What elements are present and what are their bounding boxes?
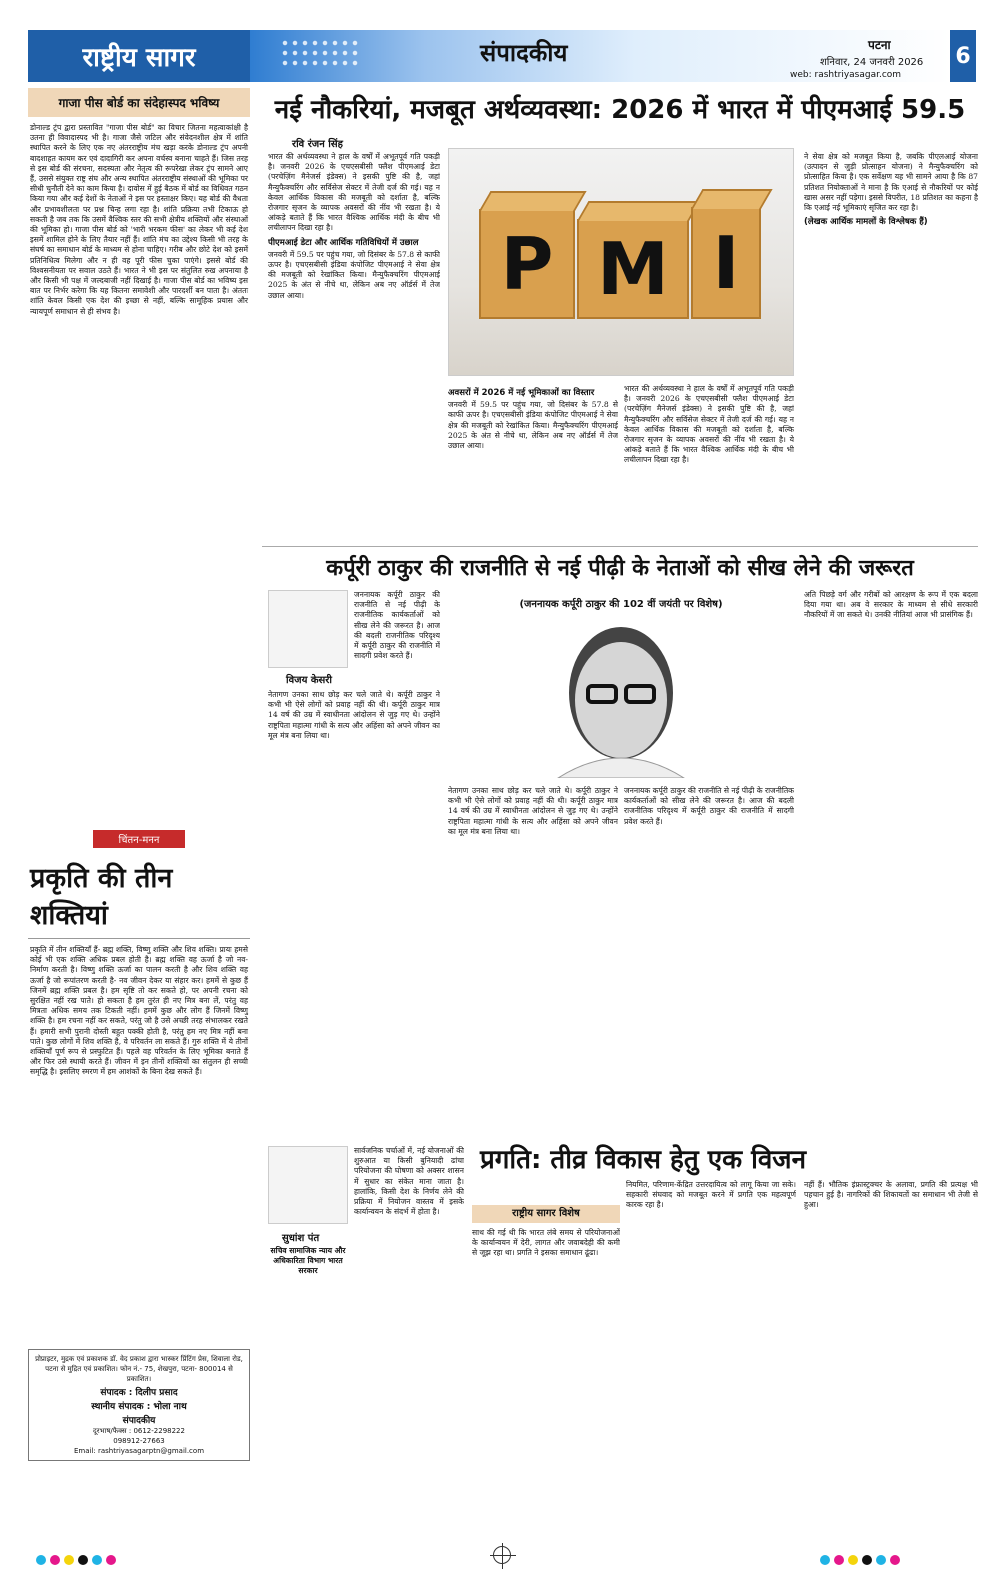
article2-col1b: [268, 690, 440, 1130]
chintan-body: प्रकृति में तीन शक्तियाँ हैं- ब्रह्म शक्ति, विष्णु शक्ति और शिव शक्ति। प्रायः हमसे कोई भी एक शक्ति अधिक प्रबल होती है। ब्रह्म शक्ति वह ऊर्जा है जो नव-निर्माण करती है। विष्णु शक्ति ऊर्जा का पालन करती है और शिव शक्ति वह ऊर्जा है जो रूपांतरण करती है- नव जीवन देकर या संहार कर। हममें से कुछ हैं जिनमें ब्रह्म शक्ति प्रबल है। हम सृष्टि तो कर सकते हो, पर अपनी रचना को सुरक्षित नहीं रख पाते। हो सकता है हम तुरंत ही नए मित्र बना लें, परंतु वह मित्रता अधिक समय तक टिकती नहीं। हममें कुछ और लोग हैं जिनमें विष्णु शक्ति है। हम रचना नहीं कर सकते, परंतु जो है उसे अच्छी तरह संभालकर रखते हैं। हमारी सभी पुरानी दोस्ती बहुत पक्की होती है, परंतु हम नए मित्र नहीं बना पाते। कुछ लोगों में शिव शक्ति है, वे परिवर्तन ला सकते हैं। गुरु शक्ति में ये तीनों शक्तियाँ पूर्ण रूप से प्रस्फुटित हैं। पहले वह परिवर्तन के लिए भूमिका बनाते हैं और फिर उसे स्थायी करते हैं। जीवन में इन तीनों शक्तियों का संतुलन ही सच्ची समृद्धि है। इसलिए स्मरण में हम आशंकों के बिना देख सकते हैं।: [30, 945, 248, 1077]
article3-author: सुधांश पंत: [282, 1233, 320, 1244]
footer-dot-yellow: [848, 1555, 858, 1565]
footer-dot-cyan: [36, 1555, 46, 1565]
pmi-cube-i: [691, 207, 761, 319]
registration-crosshair-icon: [493, 1546, 511, 1564]
left-headline: गाजा पीस बोर्ड का संदेहास्पद भविष्य: [28, 88, 250, 117]
section-title: संपादकीय: [480, 39, 568, 67]
article1-col1: [268, 152, 440, 542]
footer-dot-cyan: [876, 1555, 886, 1565]
date: शनिवार, 24 जनवरी 2026: [820, 57, 924, 68]
article2-col4: [804, 590, 978, 1130]
article3-col2-text: साथ की गई थी कि भारत लंबे समय से परियोजनाओं के कार्यान्वयन में देरी, लागत और जवाबदेही की कमी से जूझ रहा था। प्रगति ने इसका समाधान ढूंढा।: [472, 1228, 620, 1258]
pmi-letter-i: I: [712, 221, 740, 305]
article1-col2b-text: जनवरी में 59.5 पर पहुंच गया, जो दिसंबर के 57.8 से काफी ऊपर है। एचएसबीसी इंडिया कंपोजिट पीएमआई ने सेवा क्षेत्र की मजबूती को रेखांकित किया। मैन्युफैक्चरिंग पीएमआई 2025 के अंत से नीचे था, लेकिन अब नए ऑर्डर्स में तेज उछाल आया।: [448, 400, 618, 451]
article1-col-mid2: [624, 384, 794, 542]
masthead: [0, 0, 1004, 88]
footer-dot-cyan: [92, 1555, 102, 1565]
article2-col3: [624, 786, 794, 1130]
article2-headline: कर्पूरी ठाकुर की राजनीति से नई पीढ़ी के नेताओं को सीख लेने की जरूरत: [326, 556, 914, 581]
chintan-title: प्रकृति की तीन शक्तियां: [28, 848, 250, 939]
footer-dot-yellow: [64, 1555, 74, 1565]
editor: संपादक : दिलीप प्रसाद: [100, 1388, 178, 1398]
article2-col1b-text: नेतागण उनका साथ छोड़ कर चले जाते थे। कर्पूरी ठाकुर ने कभी भी ऐसे लोगों को प्रवाह नहीं की थी। कर्पूरी ठाकुर मात्र 14 वर्ष की उम्र में स्वाधीनता आंदोलन से जुड़ गए थे। उन्होंने राष्ट्रपिता महात्मा गांधी के सत्य और अहिंसा को अपने जीवन का मूल मंत्र बना लिया था।: [268, 690, 440, 740]
city: पटना: [868, 38, 891, 52]
article3-author-role: सचिव सामाजिक न्याय और अधिकारिता विभाग भारत सरकार: [270, 1246, 346, 1276]
article3-col3: [626, 1180, 796, 1528]
left-column: [28, 88, 250, 1508]
footer-dot-magenta: [106, 1555, 116, 1565]
footer-dot-cyan: [820, 1555, 830, 1565]
article1-author: रवि रंजन सिंह: [292, 139, 343, 150]
footer-dot-magenta: [890, 1555, 900, 1565]
article2-col4-text: अति पिछड़े वर्ग और गरीबों को आरक्षण के रूप में एक बदला दिया गया था। अब वे सरकार के माध्यम से सीधे सरकारी नौकरियों में जा सकते थे। उनकी नीतियां आज भी प्रासंगिक हैं।: [804, 590, 978, 620]
article1-headline: नई नौकरियां, मजबूत अर्थव्यवस्था: 2026 में भारत में पीएमआई 59.5: [274, 95, 966, 125]
office-label: संपादकीय: [122, 1416, 156, 1426]
footer-dots-left: [36, 1550, 120, 1562]
page-number: 6: [950, 30, 976, 82]
pmi-letter-p: P: [500, 222, 554, 306]
article2-author: विजय केसरी: [286, 675, 332, 686]
email[interactable]: Email: rashtriyasagarptn@gmail.com: [73, 1447, 205, 1455]
article2-col3-text: जननायक कर्पूरी ठाकुर की राजनीति से नई पीढ़ी के राजनीतिक कार्यकर्ताओं को सीख लेने की जरूरत है। आज की बदली राजनीतिक परिदृश्य में कर्पूरी ठाकुर की राजनीति में सादगी प्रवेश करते हैं।: [624, 786, 794, 826]
article3-col1: [354, 1146, 464, 1526]
article1-col2-text: जनवरी में 59.5 पर पहुंच गया, जो दिसंबर के 57.8 से काफी ऊपर है। एचएसबीसी इंडिया कंपोजिट पीएमआई ने सेवा क्षेत्र की मजबूती को रेखांकित किया। मैन्युफैक्चरिंग पीएमआई 2025 के अंत से नीचे था, लेकिन अब नए ऑर्डर्स में तेज उछाल आया।: [268, 249, 440, 300]
pmi-photo: [448, 148, 794, 376]
imprint-box: [28, 1349, 250, 1461]
karpoori-photo: [448, 618, 794, 778]
article3-col3-text: नियमित, परिणाम-केंद्रित उत्तरदायित्व को लागू किया जा सके। सहकारी संघवाद को मजबूत करने में प्रगति एक महत्वपूर्ण कारक रहा है।: [626, 1180, 796, 1210]
pmi-cube-p: [479, 209, 575, 319]
article1-col-mid: [448, 384, 618, 542]
header-dots-decoration: [280, 38, 360, 70]
article1-col3-text: ने सेवा क्षेत्र को मजबूत किया है, जबकि पीएलआई योजना (उत्पादन से जुड़ी प्रोत्साहन योजना) ने मैन्युफैक्चरिंग को प्रोत्साहित किया है। एक सर्वेक्षण यह भी सामने आया है कि 87 प्रतिशत नियोक्ताओं ने माना है कि एआई से नौकरियों पर कोई खास असर नहीं पड़ेगा। इससे विपरीत, 18 प्रतिशत का कहना है कि एआई नई भूमिकाएं सृजित कर रहा है।: [804, 152, 978, 213]
article2-col1-text: जननायक कर्पूरी ठाकुर की राजनीति से नई पीढ़ी के राजनीतिक कार्यकर्ताओं को सीख लेने की जरूरत है। आज की बदली राजनीतिक परिदृश्य में कर्पूरी ठाकुर की राजनीति में सादगी प्रवेश करते हैं।: [354, 590, 440, 661]
article1-col3: [804, 152, 978, 542]
article3-col4: [804, 1180, 978, 1528]
article1-subhead2: अवसरों में 2026 में नई भूमिकाओं का विस्तार: [448, 388, 595, 398]
divider: [262, 546, 978, 547]
pmi-letter-m: M: [597, 227, 669, 311]
local-editor: स्थानीय संपादक : भोला नाथ: [91, 1402, 187, 1412]
article3-tag: राष्ट्रीय सागर विशेष: [472, 1205, 620, 1223]
article1-col1-text: भारत की अर्थव्यवस्था ने हाल के वर्षों में अभूतपूर्व गति पकड़ी है। जनवरी 2026 के एचएसबीसी फ्लैश पीएमआई डेटा (परचेज़िंग मैनेजर्स इंडेक्स) ने इसकी पुष्टि की है, जहां मैन्युफैक्चरिंग और सर्विसेज सेक्टर में तेजी दर्ज की गई। यह न केवल आर्थिक विकास की मजबूती को दर्शाता है, बल्कि रोजगार सृजन के व्यापक अवसरों की नींव भी रखता है। ये आंकड़े बताते हैं कि भारत वैश्विक आर्थिक मंदी के बीच भी लचीलापन दिखा रहा है।: [268, 152, 440, 233]
article3-col4-text: नहीं हैं। भौतिक इंफ्रास्ट्रक्चर के अलावा, प्रगति की प्रत्यक्ष भी पहचान हुई है। नागरिकों की शिकायतों का समाधान भी तेजी से हुआ।: [804, 1180, 978, 1210]
author-photo-vijay: [268, 590, 348, 668]
imprint-text: प्रोप्राइटर, मुद्रक एवं प्रकाशक डॉ. वेद प्रकाश द्वारा भास्कर प्रिंटिंग प्रेस, शिवाला रोड, पटना से मुद्रित एवं प्रकाशित। फोन नं.- 75, शेखपुरा, पटना- 800014 से प्रकाशित।: [35, 1355, 243, 1383]
article1: [262, 92, 978, 128]
article2-caption: (जननायक कर्पूरी ठाकुर की 102 वीं जयंती पर विशेष): [519, 599, 723, 610]
article3-headline: प्रगति: तीव्र विकास हेतु एक विजन: [480, 1145, 807, 1175]
footer-dot-magenta: [50, 1555, 60, 1565]
brand-logo: राष्ट्रीय सागर: [28, 30, 250, 82]
mobile: 098912-27663: [113, 1437, 165, 1445]
website[interactable]: web: rashtriyasagar.com: [790, 70, 902, 80]
chintan-label: चिंतन-मनन: [93, 830, 185, 848]
footer-dot-black: [862, 1555, 872, 1565]
karpoori-portrait: [448, 618, 794, 778]
article3-col1-text: सार्वजनिक चर्चाओं में, नई योजनाओं की शुरुआत या किसी बुनियादी ढांचा परियोजना की घोषणा को अक्सर शासन में सुधार का संकेत माना जाता है। हालांकि, किसी देश के निर्णय लेने की प्रक्रिया में नियोजन वास्तव में इसके कार्यान्वयन के संदर्भ में होता है।: [354, 1146, 464, 1217]
left-body: डोनाल्ड ट्रंप द्वारा प्रस्तावित "गाजा पीस बोर्ड" का विचार जितना महत्वाकांक्षी है उतना ही विवादास्पद भी है। गाजा जैसे जटिल और संवेदनशील क्षेत्र में शांति स्थापित करने के लिए एक नए अंतरराष्ट्रीय मंच खड़ा करके डोनाल्ड ट्रंप अपनी बादशाहत कायम कर एवं दादागिरी कर अपना वर्चस्व बनाना चाहते हैं। जिस तरह से इस बोर्ड की संरचना, सदस्यता और नेतृत्व की रूपरेखा लेकर ट्रंप सामने आए हैं, उससे संयुक्त राष्ट्र संघ और अन्य स्थापित अंतरराष्ट्रीय संस्थाओं की भूमिका पर सीधी चुनौती देने का काम किया है। दावोस में हुई बैठक में बोर्ड का विधिवत गठन किया गया और कई देशों के नेताओं ने इस पर हस्ताक्षर किए। यह बोर्ड की वैधता और प्रभावशीलता पर प्रश्न चिन्ह लगा रहा है। शांति प्रक्रिया तभी टिकाऊ हो सकती है जब तक कि उसमें वैश्विक स्तर की सभी क्षेत्रीय शक्तियों और संस्थाओं की भूमिका हो। गाजा पीस बोर्ड को 'भारी भरकम फीस' का लेकर भी कई देश इसमें शामिल होने के लिए तैयार नहीं हैं। शांति मंच का उद्देश्य किसी भी तरह के संघर्ष का समाधान बोर्ड के माध्यम से होना चाहिए। गरीब और छोटे देश को इसमें प्रतिनिधित्व मिलेगा और न ही वह पूरी फीस चुका पाएंगे। इससे बोर्ड की विश्वसनीयता पर सवाल उठते हैं। भारत ने भी इस पर संतुलित रुख अपनाया है और किसी भी पक्ष में जल्दबाजी नहीं दिखाई है। गाजा पीस बोर्ड का भविष्य इस बात पर निर्भर करेगा कि यह कितना समावेशी और पारदर्शी बन पाता है। अंततः शांति केवल किसी एक देश की इच्छा से नहीं, बल्कि सामूहिक प्रयास और न्यायपूर्ण समाधान से ही संभव है।: [30, 123, 248, 316]
phone: दूरभाष/फैक्स : 0612-2298222: [93, 1427, 185, 1435]
footer-dot-magenta: [834, 1555, 844, 1565]
article1-col1b-text: भारत की अर्थव्यवस्था ने हाल के वर्षों में अभूतपूर्व गति पकड़ी है। जनवरी 2026 के एचएसबीसी फ्लैश पीएमआई डेटा (परचेज़िंग मैनेजर्स इंडेक्स) ने इसकी पुष्टि की है, जहां मैन्युफैक्चरिंग और सर्विसेज सेक्टर में तेजी दर्ज की गई। यह न केवल आर्थिक विकास की मजबूती को दर्शाता है, बल्कि रोजगार सृजन के व्यापक अवसरों की नींव भी रखता है। ये आंकड़े बताते हैं कि भारत वैश्विक आर्थिक मंदी के बीच भी लचीलापन दिखा रहा है।: [624, 384, 794, 465]
pmi-cube-m: [577, 219, 689, 319]
article1-subhead1: पीएमआई डेटा और आर्थिक गतिविधियों में उछाल: [268, 237, 419, 248]
article3-col2: [472, 1228, 620, 1528]
footer-dots-right: [820, 1550, 904, 1562]
footer-dot-black: [78, 1555, 88, 1565]
article2-col2: [448, 786, 618, 1130]
author-photo-sudhansh: [268, 1146, 348, 1224]
article2-col2-text: नेतागण उनका साथ छोड़ कर चले जाते थे। कर्पूरी ठाकुर ने कभी भी ऐसे लोगों को प्रवाह नहीं की थी। कर्पूरी ठाकुर मात्र 14 वर्ष की उम्र में स्वाधीनता आंदोलन से जुड़ गए थे। उन्होंने राष्ट्रपिता महात्मा गांधी के सत्य और अहिंसा को अपने जीवन का मूल मंत्र बना लिया था।: [448, 786, 618, 836]
article1-author-note: (लेखक आर्थिक मामलों के विश्लेषक हैं): [804, 217, 928, 228]
